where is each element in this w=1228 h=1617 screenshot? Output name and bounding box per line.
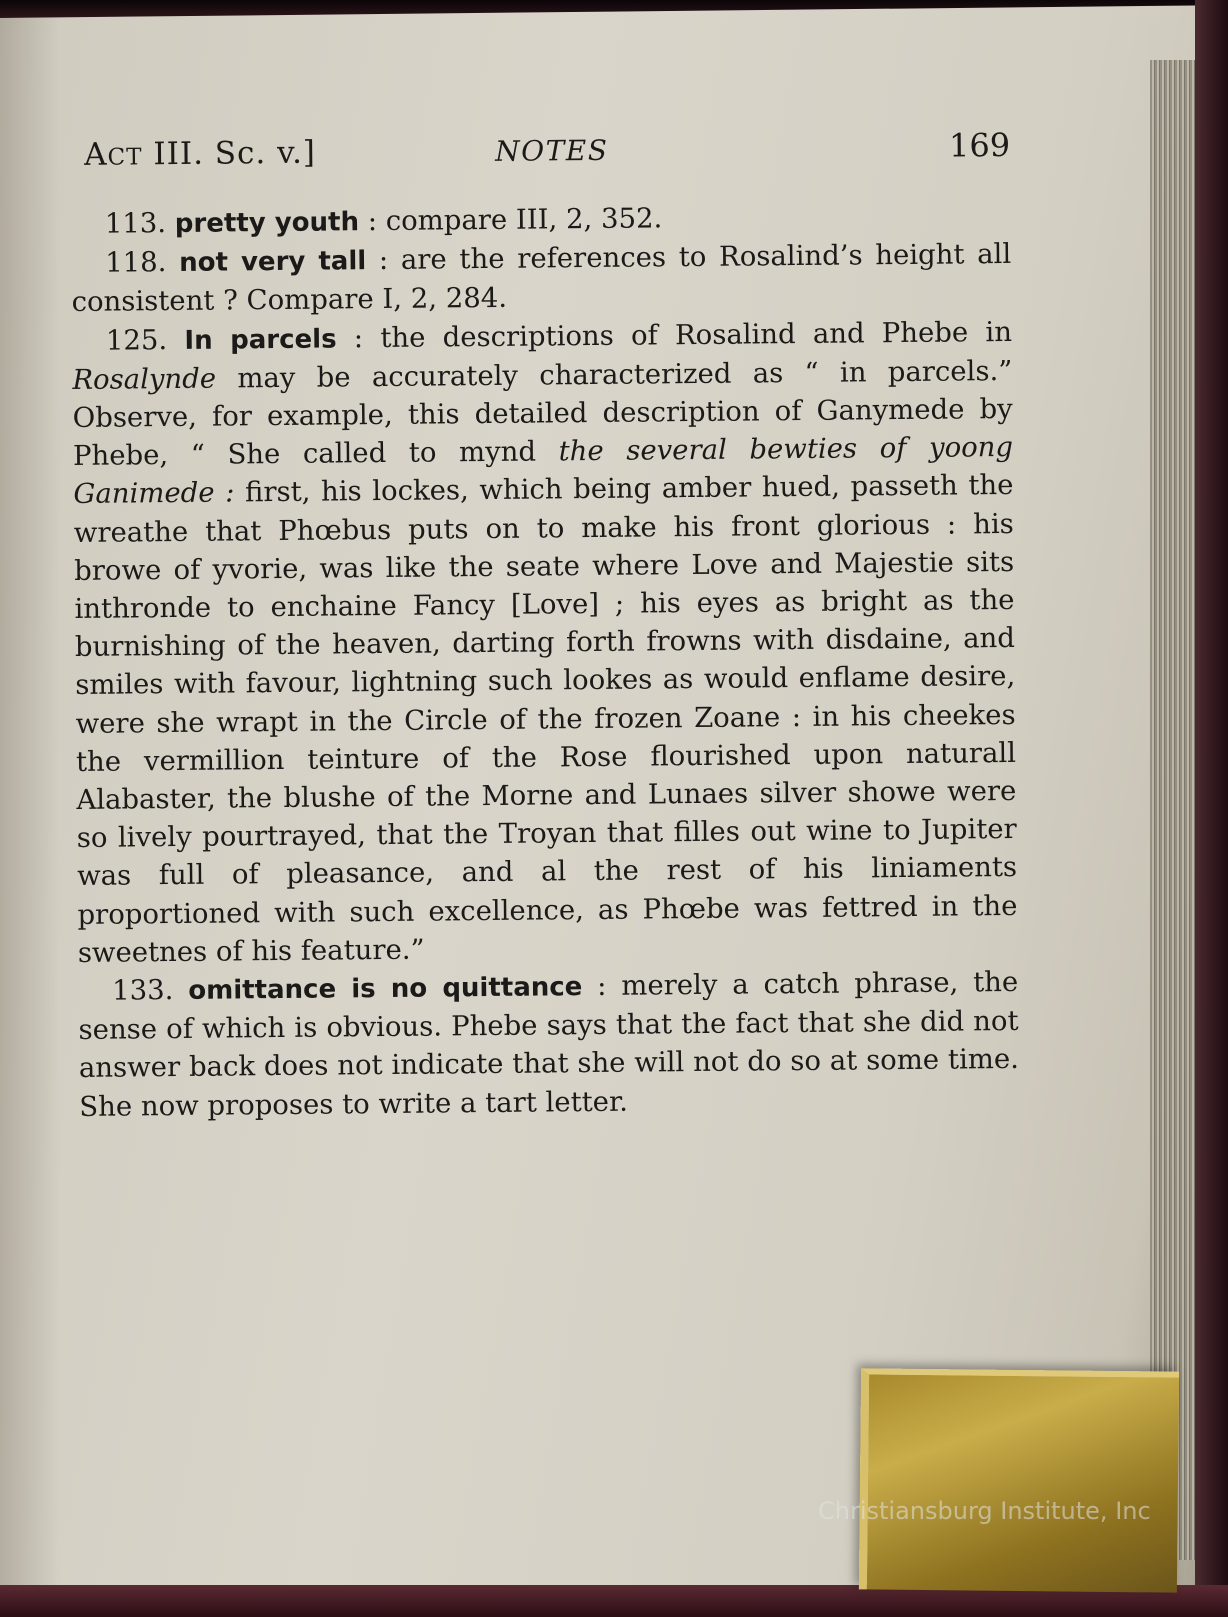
note-number: 118. — [105, 246, 167, 279]
book-cover-right — [1195, 0, 1228, 1617]
note-113: 113. pretty youth : compare III, 2, 352. — [104, 202, 663, 240]
note-text: merely a catch phrase, the sense of which is obvious. Phebe says that the fact that she did not answer back does not indicate that she will not do so at some time. She now proposes to write a tart letter. — [78, 966, 1020, 1123]
note-118: 118. not very tall : are the references to Rosalind’s height all consistent ? Compare I, 2, 284. — [71, 238, 1012, 319]
page-stack-edges — [1150, 60, 1195, 1560]
note-italic-quote: the several bewties of yoong Ganimede : — [73, 431, 1014, 511]
page-number: 169 — [948, 125, 1011, 165]
note-number: 125. — [105, 323, 168, 357]
note-number: 133. — [112, 974, 174, 1007]
note-125: 125. In parcels : the descriptions of Rosalind and Phebe in Rosalynde may be accurately characterized as “ in parcels.” Observe, for example, this detailed description of Ganymede by Phebe, “ She called to mynd the several bewties of yoong Ganimede : first, his lockes, which being amber hued, passeth the wreathe that Phœbus puts on to make his front glorious : his browe of yvorie, was like the seate where Love and Majestie sits inthronde to enchaine Fancy [Love] ; his eyes as bright as the burnishing of the heaven, darting forth frowns with disdaine, and smiles with favour, lightning such lookes as would enflame desire, were she wrapt in the Circle of the frozen Zoane : in his cheekes the vermillion teinture of the Rose flourished upon naturall Alabaster, the blushe of the Morne and Lunaes silver showe were so lively pourtrayed, that the Troyan that filles out wine to Jupiter was full of pleasance, and al the rest of his liniaments proportioned with such excellence, as Phœbe was fettred in the sweetnes of his feature.” — [72, 315, 1018, 969]
note-term: In parcels — [184, 324, 337, 356]
running-header — [70, 126, 1010, 183]
scene-reference: ACT III. Sc. v.] — [84, 134, 317, 173]
note-text: first, his lockes, which being amber hued, passeth the wreathe that Phœbus puts on to make his front glorious : his browe of yvorie, was like the seate where Love and Majestie sits inthronde to enchaine Fancy [Love] ; his eyes as bright as the burnishing of the heaven, darting forth frowns with disdaine, and smiles with favour, lightning such lookes as would enflame desire, were she wrapt in the Circle of the frozen Zoane : in his cheekes the vermillion teinture of the Rose flourished upon naturall Alabaster, the blushe of the Morne and Lunaes silver showe were so lively pourtrayed, that the Troyan that filles out wine to Jupiter was full of pleasance, and al the rest of his liniaments proportioned with such excellence, as Phœbe was fettred in the sweetnes of his feature.” — [73, 469, 1018, 969]
gold-bookmark — [859, 1368, 1179, 1592]
note-133: 133. omittance is no quittance : merely a catch phrase, the sense of which is obvious. Phebe says that the fact that she did not answer back does not indicate that she will not do so at some time. She now proposes to write a tart letter. — [78, 966, 1020, 1123]
note-term: pretty youth — [174, 207, 360, 239]
note-text: are the references to Rosalind’s height all consistent ? Compare I, 2, 284. — [71, 238, 1012, 319]
note-italic-title: Rosalynde — [72, 362, 217, 396]
notes-body — [71, 196, 1020, 1126]
running-title: NOTES — [495, 133, 609, 168]
note-text: the descriptions of Rosalind and Phebe in — [380, 315, 1013, 354]
note-text: compare III, 2, 352. — [385, 202, 663, 237]
page-text — [70, 126, 1019, 1126]
note-text: may be accurately characterized as “ in parcels.” Observe, for example, this detailed description of Ganymede by Phebe, “ She called to mynd — [72, 354, 1013, 473]
note-term: not very tall — [179, 246, 367, 279]
note-number: 113. — [104, 207, 167, 240]
page-gutter-shadow — [0, 18, 60, 1598]
watermark: Christiansburg Institute, Inc — [818, 1497, 1151, 1525]
note-term: omittance is no quittance — [188, 972, 583, 1006]
